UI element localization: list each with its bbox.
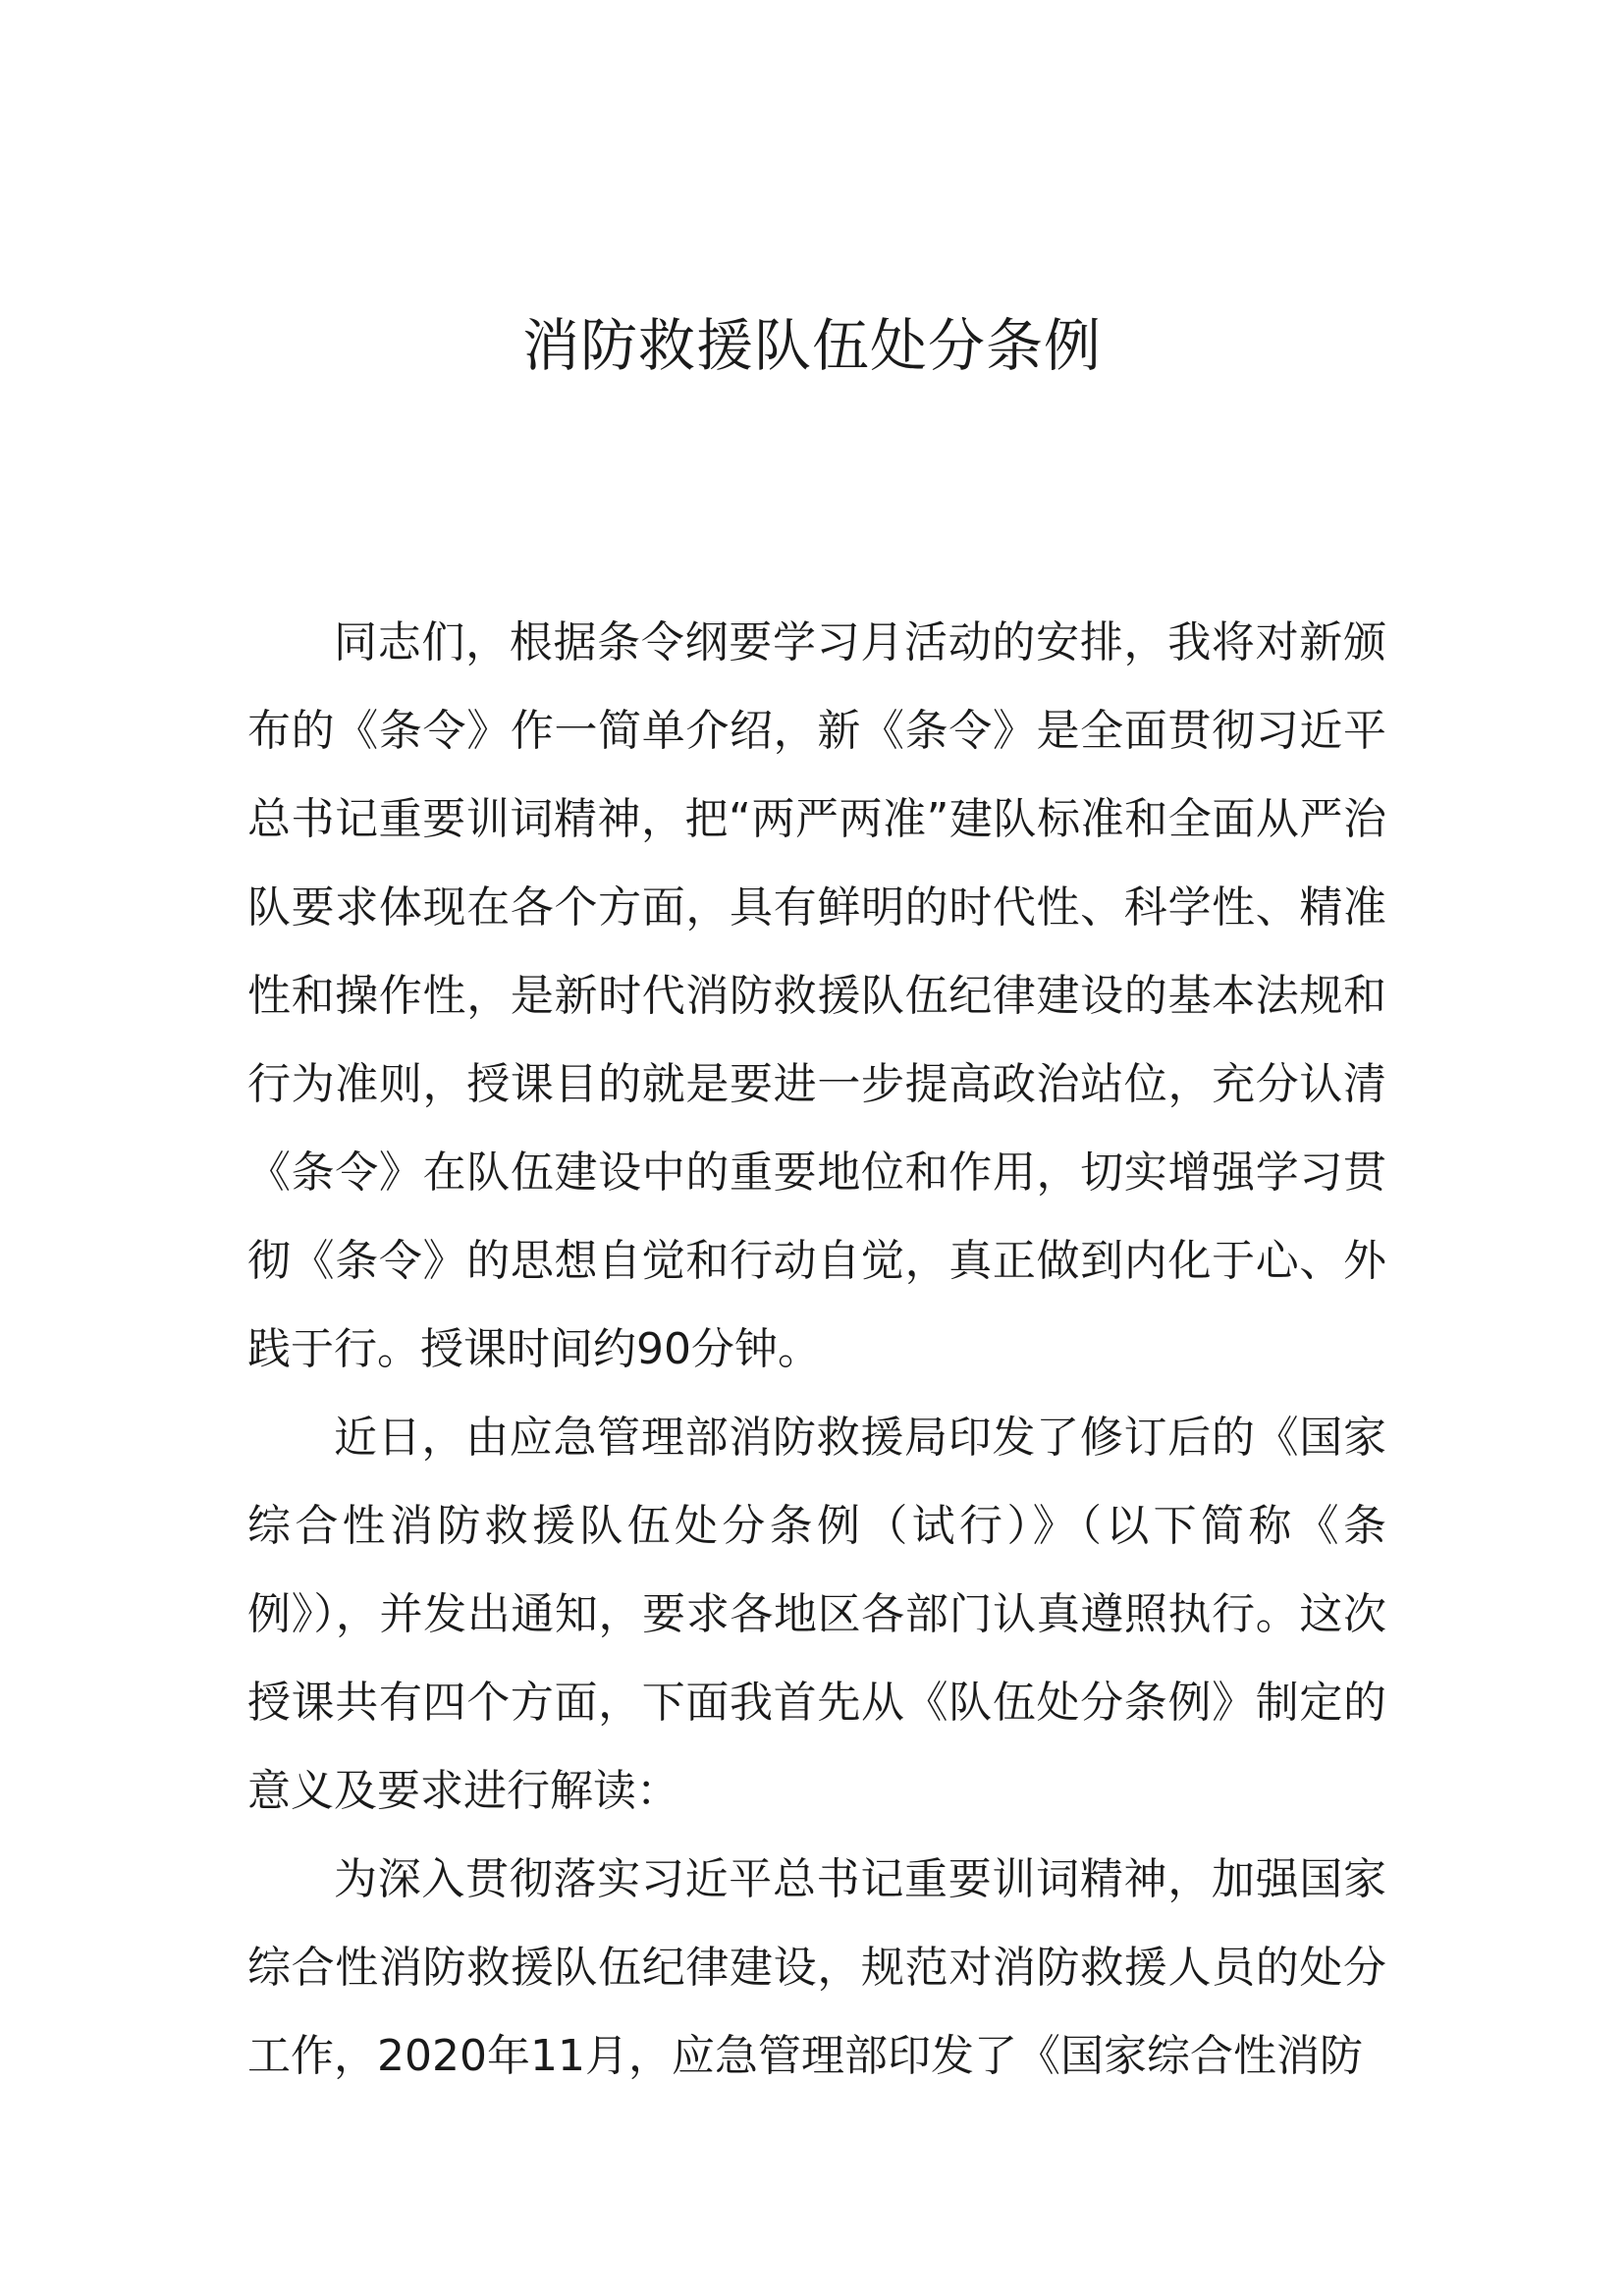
document-body: [247, 599, 1386, 2101]
paragraph-background: 近日，由应急管理部消防救援局印发了修订后的《国家综合性消防救援队伍处分条例（试行）》（以下简称《条例》），并发出通知，要求各地区各部门认真遵照执行。这次授课共有四个方面，下面我首先从《队伍处分条例》制定的意义及要求进行解读：: [247, 1413, 1386, 1816]
document-title: 消防救援队伍处分条例: [521, 312, 1102, 379]
paragraph-purpose: 为深入贯彻落实习近平总书记重要训词精神，加强国家综合性消防救援队伍纪律建设，规范对消防救援人员的处分工作，2020年11月，应急管理部印发了《国家综合性消防: [247, 1854, 1386, 2081]
paragraph-intro: 同志们，根据条令纲要学习月活动的安排，我将对新颁布的《条令》作一简单介绍，新《条令》是全面贯彻习近平总书记重要训词精神，把“两严两准”建队标准和全面从严治队要求体现在各个方面，具有鲜明的时代性、科学性、精准性和操作性，是新时代消防救援队伍纪律建设的基本法规和行为准则，授课目的就是要进一步提高政治站位，充分认清《条令》在队伍建设中的重要地位和作用，切实增强学习贯彻《条令》的思想自觉和行动自觉，真正做到内化于心、外践于行。授课时间约90分钟。: [247, 617, 1386, 1374]
